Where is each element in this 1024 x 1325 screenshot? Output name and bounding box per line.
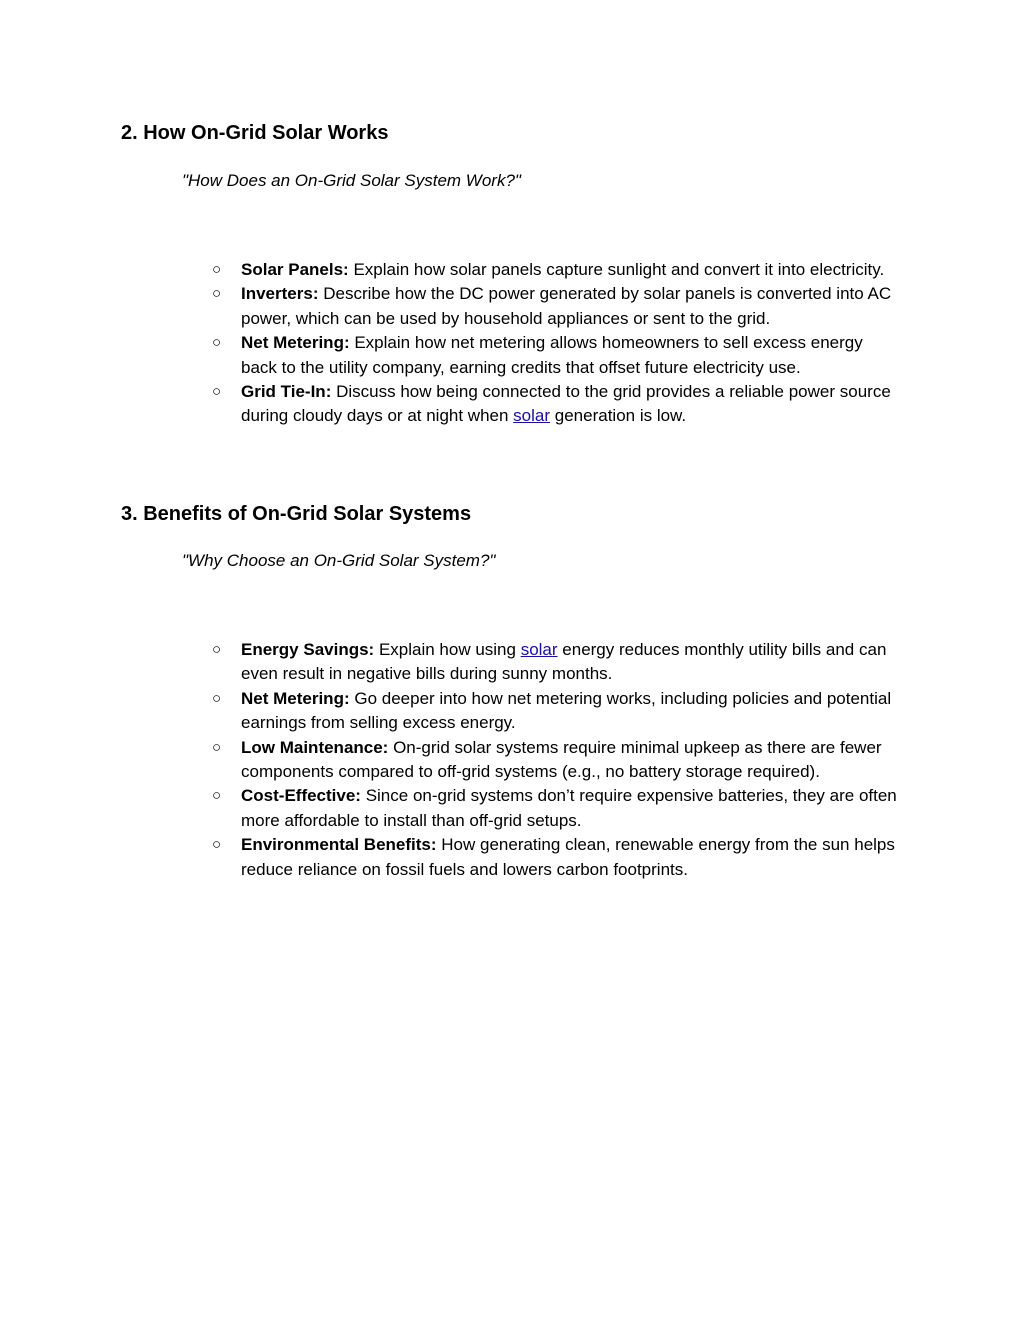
bullet-circle-icon: ○ xyxy=(212,285,222,303)
section-subtitle-how-it-works: "How Does an On-Grid Solar System Work?" xyxy=(182,171,521,190)
item-term: Net Metering: xyxy=(241,333,350,353)
list-item-net-metering xyxy=(0,687,901,736)
item-text: Explain how solar panels capture sunlight and convert it into electricity. xyxy=(348,260,885,279)
item-text: Go deeper into how net metering works, including policies and potential earnings from selling excess energy. xyxy=(241,688,892,733)
item-term: Energy Savings: xyxy=(241,640,375,659)
item-term: Environmental Benefits: xyxy=(241,835,437,855)
bullet-circle-icon: ○ xyxy=(212,787,222,805)
item-text: Discuss how being connected to the grid provides a reliable power source during cloudy days or at night when xyxy=(241,382,891,426)
item-text: energy reduces monthly utility bills and can even result in negative bills during sunny months. xyxy=(241,640,887,684)
item-text: On-grid solar systems require minimal upkeep as there are fewer components compared to off-grid systems (e.g., no battery storage required). xyxy=(241,737,882,782)
item-text: generation is low. xyxy=(550,406,687,426)
bullet-circle-icon: ○ xyxy=(212,334,222,352)
item-term: Grid Tie-In: xyxy=(241,382,332,402)
bullet-circle-icon: ○ xyxy=(212,738,222,756)
list-item-inverters xyxy=(0,282,901,331)
bullet-circle-icon: ○ xyxy=(212,689,222,707)
item-text: Since on-grid systems don’t require expensive batteries, they are often more affordable to install than off-grid setups. xyxy=(241,786,897,830)
item-term: Inverters: xyxy=(241,284,319,304)
section-subtitle-benefits: "Why Choose an On-Grid Solar System?" xyxy=(182,551,496,570)
bullet-circle-icon: ○ xyxy=(212,261,222,278)
list-item-grid-tie-in xyxy=(0,380,901,429)
benefits-list xyxy=(0,638,1024,882)
item-text: Explain how using xyxy=(374,640,521,659)
list-item-low-maintenance xyxy=(0,736,901,785)
item-text: How generating clean, renewable energy from the sun helps reduce reliance on fossil fuels and lowers carbon footprints. xyxy=(241,835,895,879)
section-heading-benefits: 3. Benefits of On-Grid Solar Systems xyxy=(121,503,472,525)
item-term: Solar Panels: xyxy=(241,260,349,279)
item-term: Cost-Effective: xyxy=(241,786,361,806)
list-item-solar-panels xyxy=(0,258,901,282)
item-term: Net Metering: xyxy=(241,688,350,708)
list-item-net-metering xyxy=(0,331,901,380)
solar-link[interactable]: solar xyxy=(520,640,558,659)
solar-link[interactable]: solar xyxy=(513,406,551,426)
item-text: Explain how net metering allows homeowners to sell excess energy back to the utility company, earning credits that offset future electricity use. xyxy=(241,333,863,377)
item-term: Low Maintenance: xyxy=(241,737,389,757)
bullet-circle-icon: ○ xyxy=(212,641,222,658)
bullet-circle-icon: ○ xyxy=(212,836,222,854)
list-item-environmental-benefits xyxy=(0,833,901,882)
list-item-cost-effective xyxy=(0,784,901,833)
section-heading-how-it-works: 2. How On-Grid Solar Works xyxy=(121,122,389,144)
bullet-circle-icon: ○ xyxy=(212,383,222,401)
how-it-works-list xyxy=(0,258,1024,429)
item-text: Describe how the DC power generated by solar panels is converted into AC power, which can be used by household appliances or sent to the grid. xyxy=(241,284,892,328)
list-item-energy-savings xyxy=(0,638,901,687)
